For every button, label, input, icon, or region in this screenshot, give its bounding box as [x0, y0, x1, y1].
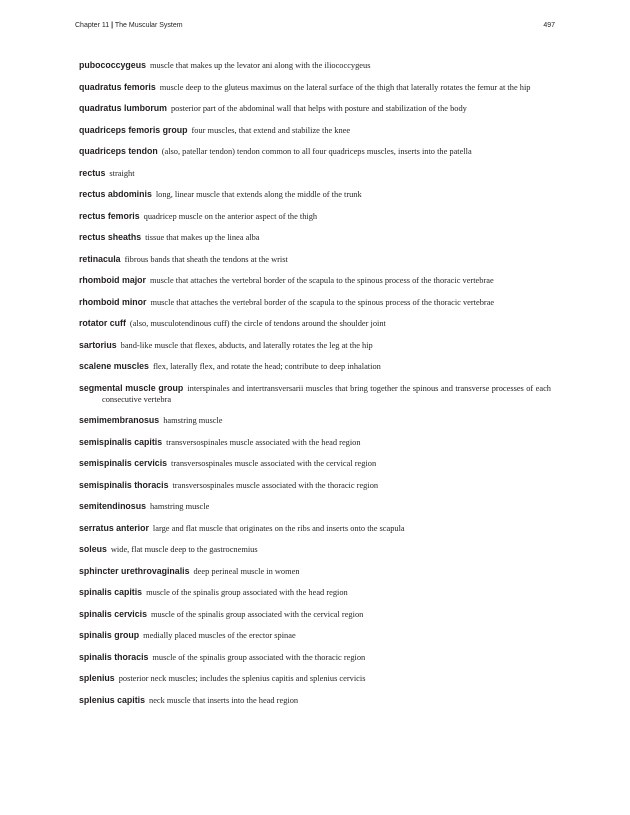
glossary-entry [79, 695, 551, 706]
glossary-definition: posterior neck muscles; includes the splenius capitis and splenius cervicis [118, 674, 366, 683]
glossary-definition: posterior part of the abdominal wall that helps with posture and stabilization of the body [170, 104, 467, 113]
glossary-term: rectus abdominis [79, 189, 152, 199]
glossary-entry [79, 340, 551, 351]
glossary-entry [79, 566, 551, 577]
glossary-entry [79, 361, 551, 372]
glossary-definition: muscle that attaches the vertebral border of the scapula to the spinous process of the thoracic vertebrae [150, 297, 495, 307]
glossary-definition: muscle deep to the gluteus maximus on the lateral surface of the thigh that laterally rotates the femur at the hip [159, 82, 531, 92]
glossary-definition: fibrous bands that sheath the tendons at the wrist [124, 254, 288, 264]
glossary-term: semimembranosus [79, 415, 160, 425]
glossary-entry [79, 437, 551, 448]
glossary-entry [79, 125, 551, 136]
glossary-definition: tissue that makes up the linea alba [145, 233, 260, 242]
glossary-term: pubococcygeus [79, 60, 146, 70]
glossary-definition: long, linear muscle that extends along the middle of the trunk [155, 190, 362, 199]
glossary-entry [79, 232, 551, 243]
glossary-definition: hamstring muscle [163, 416, 223, 425]
glossary-definition: medially placed muscles of the erector spinae [143, 631, 296, 640]
glossary-entry [79, 297, 551, 308]
glossary-definition: muscle of the spinalis group associated with the thoracic region [152, 652, 366, 662]
glossary-term: quadriceps tendon [79, 146, 158, 156]
glossary-definition: quadricep muscle on the anterior aspect of the thigh [143, 211, 318, 221]
glossary-definition: deep perineal muscle in women [193, 566, 300, 576]
glossary-term: rotator cuff [79, 318, 126, 328]
glossary-entry [79, 609, 551, 620]
glossary-definition: hamstring muscle [149, 502, 210, 511]
glossary-term: rectus sheaths [79, 232, 142, 242]
glossary-entry [79, 630, 551, 641]
glossary-entry [79, 458, 551, 469]
glossary-term: segmental muscle group [79, 382, 184, 393]
glossary-entry [79, 587, 551, 598]
glossary-term: semispinalis thoracis [79, 479, 169, 490]
running-head [75, 22, 183, 29]
glossary-entry [79, 652, 551, 663]
glossary-definition: (also, musculotendinous cuff) the circle of tendons around the shoulder joint [129, 319, 386, 328]
glossary-entry [79, 103, 551, 114]
glossary-entry [79, 501, 551, 512]
glossary-entry [79, 415, 551, 426]
glossary-entry [79, 254, 551, 265]
glossary-definition: large and flat muscle that originates on the ribs and inserts onto the scapula [152, 523, 405, 533]
glossary-entry [79, 383, 551, 405]
glossary-list [79, 60, 551, 716]
glossary-entry [79, 275, 551, 286]
glossary-term: soleus [79, 544, 107, 554]
glossary-definition: band-like muscle that flexes, abducts, and laterally rotates the leg at the hip [120, 340, 373, 350]
glossary-entry [79, 673, 551, 684]
glossary-term: quadriceps femoris group [79, 124, 188, 135]
glossary-entry [79, 189, 551, 200]
glossary-term: splenius capitis [79, 694, 145, 705]
glossary-definition: transversospinales muscle associated with the cervical region [171, 459, 377, 468]
glossary-term: scalene muscles [79, 361, 149, 371]
glossary-definition: four muscles, that extend and stabilize the knee [191, 125, 351, 135]
glossary-definition: straight [109, 168, 135, 178]
glossary-term: spinalis cervicis [79, 608, 147, 619]
glossary-term: rhomboid minor [79, 296, 147, 307]
glossary-entry [79, 523, 551, 534]
glossary-definition: neck muscle that inserts into the head region [149, 695, 299, 705]
glossary-definition: muscle that attaches the vertebral border of the scapula to the spinous process of the thoracic vertebrae [149, 276, 494, 285]
page-number: 497 [543, 22, 555, 29]
glossary-term: spinalis capitis [79, 587, 143, 597]
glossary-term: semispinalis capitis [79, 436, 163, 447]
glossary-entry [79, 60, 551, 71]
glossary-term: spinalis group [79, 630, 140, 640]
chapter-label: Chapter 11 [75, 22, 110, 29]
glossary-definition: transversospinales muscle associated with the head region [166, 437, 361, 447]
glossary-term: rectus femoris [79, 210, 140, 221]
glossary-definition: interspinales and intertransversarii muscles that bring together the spinous and transverse processes of each consecutive vertebra [102, 383, 551, 404]
glossary-definition: muscle of the spinalis group associated with the cervical region [150, 609, 364, 619]
glossary-term: semitendinosus [79, 501, 146, 511]
header-separator: | [111, 22, 114, 29]
glossary-term: serratus anterior [79, 522, 149, 533]
glossary-definition: (also, patellar tendon) tendon common to all four quadriceps muscles, inserts into the patella [161, 147, 472, 156]
glossary-entry [79, 168, 551, 179]
glossary-term: spinalis thoracis [79, 651, 149, 662]
chapter-title: The Muscular System [114, 22, 183, 29]
glossary-entry [79, 480, 551, 491]
glossary-definition: muscle that makes up the levator ani along with the iliococcygeus [149, 61, 371, 70]
glossary-definition: muscle of the spinalis group associated with the head region [146, 588, 348, 597]
glossary-term: rectus [79, 167, 106, 178]
glossary-definition: wide, flat muscle deep to the gastrocnemius [110, 545, 258, 554]
glossary-entry [79, 318, 551, 329]
glossary-term: sphincter urethrovaginalis [79, 565, 190, 576]
glossary-definition: transversospinales muscle associated with the thoracic region [172, 480, 379, 490]
glossary-entry [79, 211, 551, 222]
glossary-term: quadratus femoris [79, 81, 156, 92]
glossary-entry [79, 146, 551, 157]
glossary-entry [79, 544, 551, 555]
glossary-definition: flex, laterally flex, and rotate the head; contribute to deep inhalation [152, 362, 381, 371]
glossary-term: rhomboid major [79, 275, 146, 285]
glossary-term: quadratus lumborum [79, 103, 167, 113]
glossary-term: semispinalis cervicis [79, 458, 168, 468]
glossary-term: retinacula [79, 253, 121, 264]
glossary-term: splenius [79, 673, 115, 683]
glossary-term: sartorius [79, 339, 117, 350]
glossary-entry [79, 82, 551, 93]
